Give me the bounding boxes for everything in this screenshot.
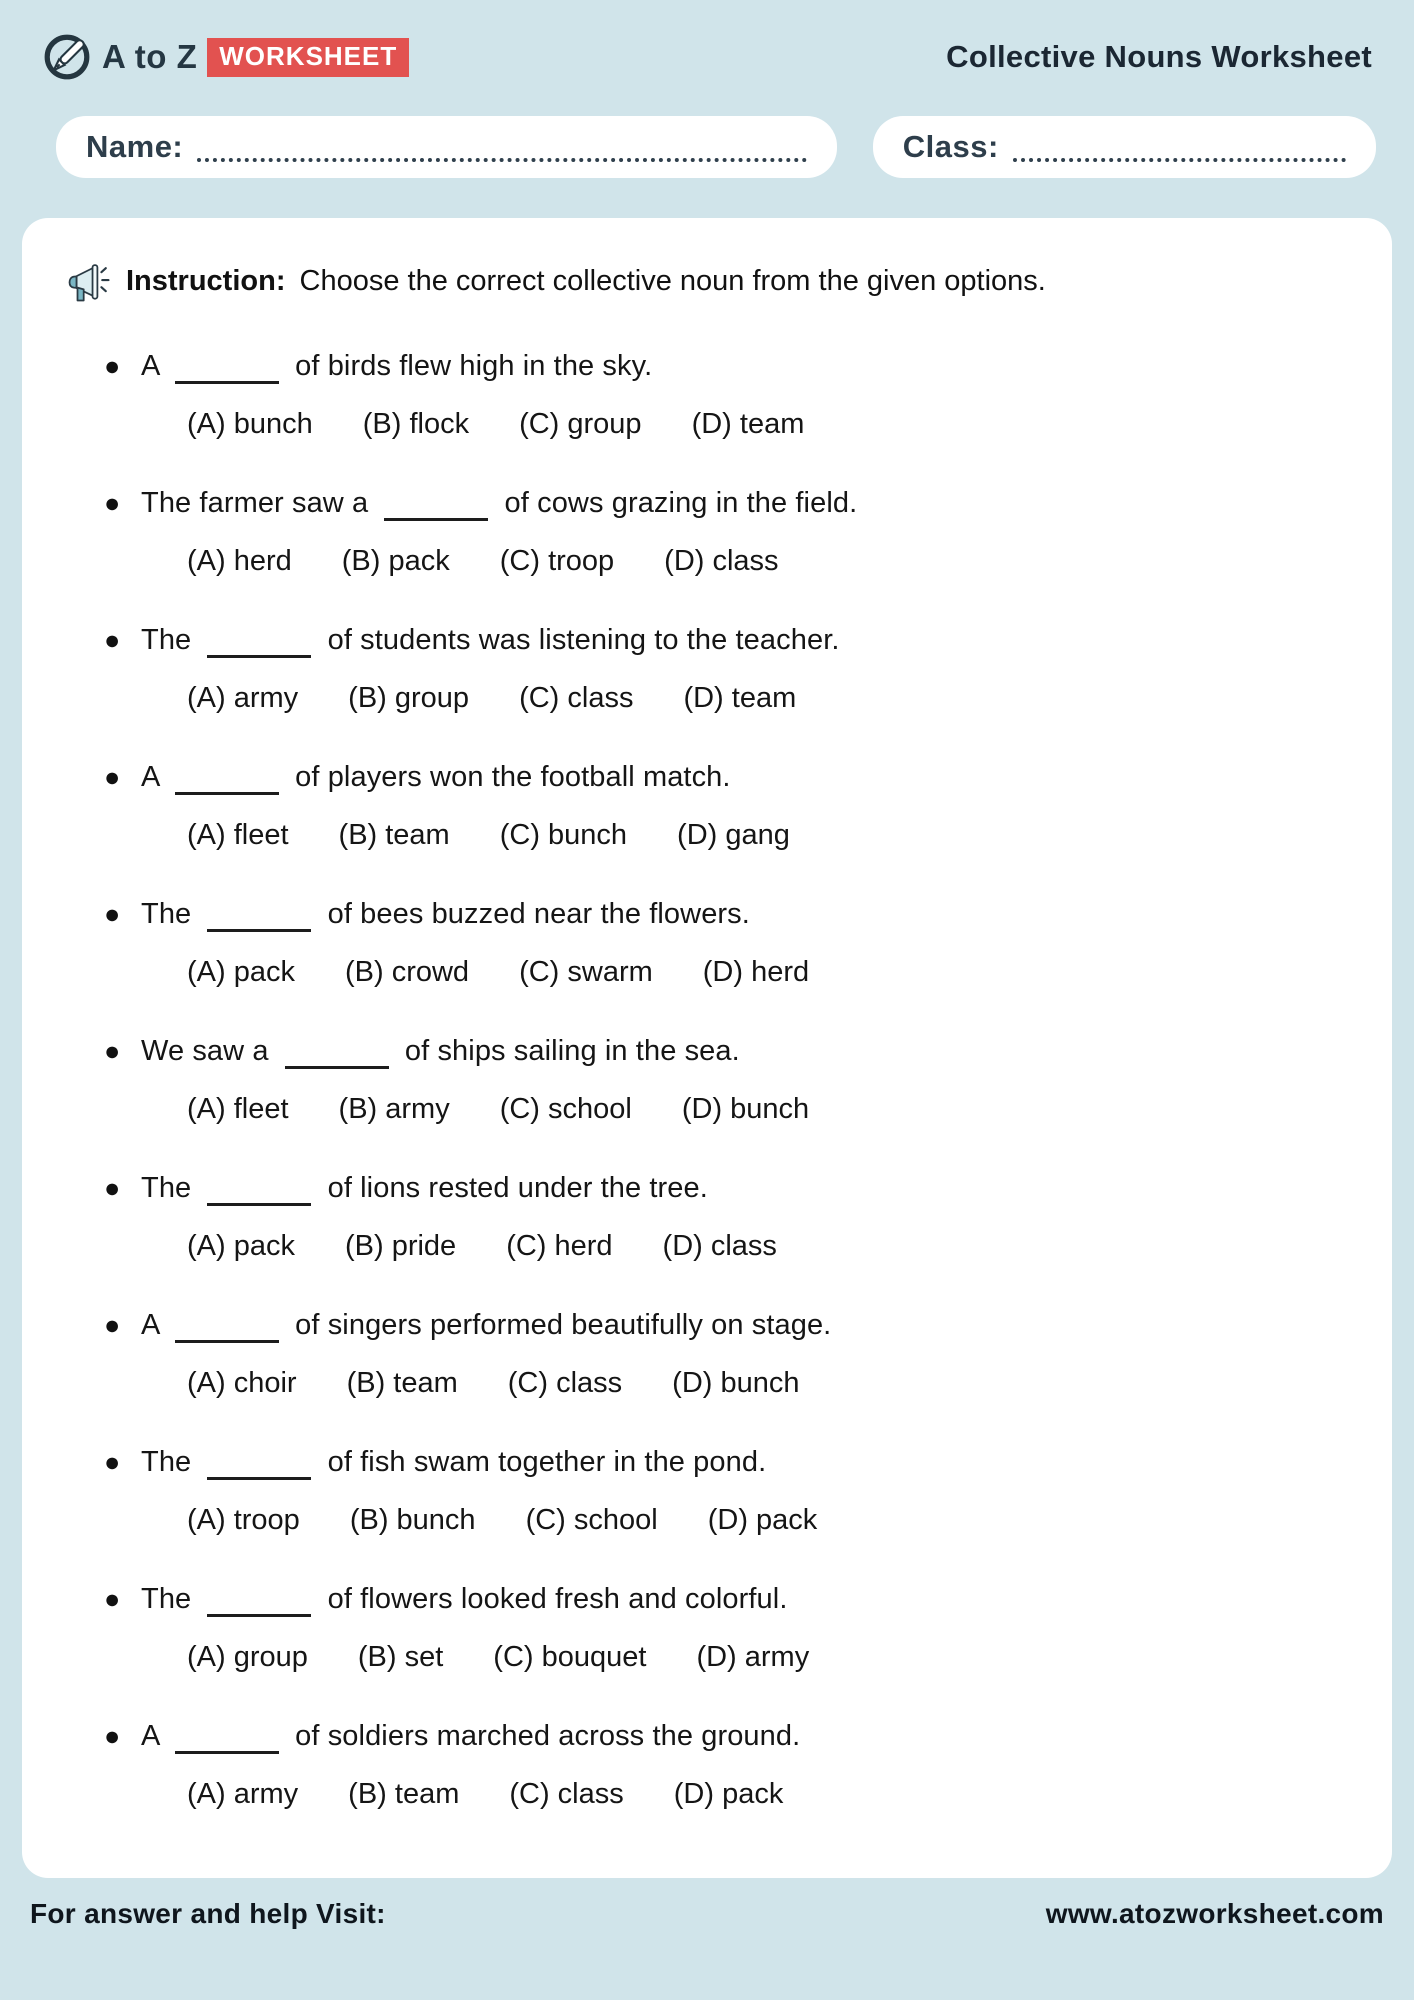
header bbox=[0, 0, 1414, 82]
question-post: of lions rested under the tree. bbox=[319, 1172, 708, 1204]
question-pre: A bbox=[141, 350, 167, 382]
option-choice[interactable]: (D) gang bbox=[677, 819, 790, 851]
answer-blank[interactable] bbox=[175, 759, 279, 795]
option-choice[interactable]: (D) team bbox=[683, 682, 797, 714]
bullet-icon: ● bbox=[104, 1310, 121, 1340]
bullet-icon: ● bbox=[104, 899, 121, 929]
question-text bbox=[141, 1583, 787, 1619]
answer-blank[interactable] bbox=[175, 1307, 279, 1343]
option-choice[interactable]: (D) army bbox=[696, 1641, 810, 1673]
question-line bbox=[104, 350, 1348, 386]
class-field bbox=[873, 116, 1376, 178]
option-choice[interactable]: (C) swarm bbox=[519, 956, 653, 988]
option-choice[interactable]: (A) choir bbox=[187, 1367, 297, 1399]
question-text bbox=[141, 898, 750, 934]
question-line bbox=[104, 624, 1348, 660]
options-row bbox=[187, 1093, 1348, 1126]
option-choice[interactable]: (C) class bbox=[519, 682, 634, 714]
brand-badge: WORKSHEET bbox=[207, 38, 409, 77]
question-text bbox=[141, 1172, 708, 1208]
question-text bbox=[141, 1035, 740, 1071]
option-choice[interactable]: (C) bouquet bbox=[493, 1641, 647, 1673]
worksheet-panel bbox=[22, 218, 1392, 1878]
megaphone-icon bbox=[66, 258, 112, 304]
question-text bbox=[141, 1720, 800, 1756]
bullet-icon: ● bbox=[104, 762, 121, 792]
option-choice[interactable]: (B) crowd bbox=[344, 956, 470, 988]
name-input-line[interactable] bbox=[197, 132, 807, 162]
option-choice[interactable]: (B) group bbox=[348, 682, 470, 714]
question-line bbox=[104, 1446, 1348, 1482]
question-post: of singers performed beautifully on stage. bbox=[287, 1309, 832, 1341]
question-post: of cows grazing in the field. bbox=[496, 487, 858, 519]
question-pre: The bbox=[141, 1172, 200, 1204]
answer-blank[interactable] bbox=[285, 1033, 389, 1069]
question-pre: The farmer saw a bbox=[141, 487, 377, 519]
instruction-row bbox=[66, 258, 1348, 304]
question-block bbox=[66, 624, 1348, 715]
options-row bbox=[187, 1641, 1348, 1674]
question-post: of birds flew high in the sky. bbox=[287, 350, 653, 382]
option-choice[interactable]: (A) bunch bbox=[187, 408, 313, 440]
option-choice[interactable]: (D) class bbox=[662, 1230, 777, 1262]
option-choice[interactable]: (C) group bbox=[519, 408, 642, 440]
options-row bbox=[187, 1778, 1348, 1811]
question-block bbox=[66, 761, 1348, 852]
answer-blank[interactable] bbox=[207, 1581, 311, 1617]
footer-website-link[interactable]: www.atozworksheet.com bbox=[1045, 1898, 1384, 1929]
question-post: of ships sailing in the sea. bbox=[396, 1035, 740, 1067]
option-choice[interactable]: (B) pride bbox=[344, 1230, 457, 1262]
question-text bbox=[141, 350, 652, 386]
bullet-icon: ● bbox=[104, 1447, 121, 1477]
questions-list bbox=[66, 350, 1348, 1811]
options-row bbox=[187, 956, 1348, 989]
options-row bbox=[187, 545, 1348, 578]
question-line bbox=[104, 1720, 1348, 1756]
options-row bbox=[187, 1504, 1348, 1537]
options-row bbox=[187, 682, 1348, 715]
option-choice[interactable]: (D) herd bbox=[702, 956, 810, 988]
answer-blank[interactable] bbox=[175, 1718, 279, 1754]
question-block bbox=[66, 1035, 1348, 1126]
question-block bbox=[66, 1446, 1348, 1537]
option-choice[interactable]: (D) pack bbox=[673, 1778, 784, 1810]
question-text bbox=[141, 487, 857, 523]
question-pre: The bbox=[141, 898, 200, 930]
question-line bbox=[104, 1035, 1348, 1071]
bullet-icon: ● bbox=[104, 1584, 121, 1614]
question-block bbox=[66, 898, 1348, 989]
brand-logo bbox=[42, 32, 409, 82]
option-choice[interactable]: (D) team bbox=[691, 408, 805, 440]
option-choice[interactable]: (C) class bbox=[509, 1778, 624, 1810]
question-post: of soldiers marched across the ground. bbox=[287, 1720, 801, 1752]
option-choice[interactable]: (B) team bbox=[346, 1367, 458, 1399]
question-block bbox=[66, 1583, 1348, 1674]
question-text bbox=[141, 624, 840, 660]
option-choice[interactable]: (A) pack bbox=[187, 1230, 295, 1262]
bullet-icon: ● bbox=[104, 625, 121, 655]
option-choice[interactable]: (B) set bbox=[357, 1641, 444, 1673]
question-line bbox=[104, 487, 1348, 523]
class-input-line[interactable] bbox=[1013, 132, 1346, 162]
option-choice[interactable]: (B) army bbox=[338, 1093, 450, 1125]
options-row bbox=[187, 1230, 1348, 1263]
question-line bbox=[104, 1309, 1348, 1345]
option-choice[interactable]: (B) team bbox=[338, 819, 450, 851]
question-block bbox=[66, 487, 1348, 578]
option-choice[interactable]: (C) bunch bbox=[499, 819, 628, 851]
bullet-icon: ● bbox=[104, 488, 121, 518]
option-choice[interactable]: (B) flock bbox=[362, 408, 470, 440]
answer-blank[interactable] bbox=[207, 1170, 311, 1206]
question-line bbox=[104, 898, 1348, 934]
option-choice[interactable]: (A) army bbox=[187, 1778, 299, 1810]
question-line bbox=[104, 1172, 1348, 1208]
question-pre: We saw a bbox=[141, 1035, 277, 1067]
option-choice[interactable]: (A) pack bbox=[187, 956, 295, 988]
bullet-icon: ● bbox=[104, 1721, 121, 1751]
bullet-icon: ● bbox=[104, 1173, 121, 1203]
option-choice[interactable]: (C) school bbox=[525, 1504, 658, 1536]
question-block bbox=[66, 1720, 1348, 1811]
answer-blank[interactable] bbox=[384, 485, 488, 521]
name-label: Name: bbox=[86, 129, 184, 164]
question-post: of flowers looked fresh and colorful. bbox=[319, 1583, 788, 1615]
footer-help-text: For answer and help Visit: bbox=[30, 1898, 386, 1929]
option-choice[interactable]: (D) pack bbox=[707, 1504, 818, 1536]
option-choice[interactable]: (C) herd bbox=[506, 1230, 613, 1262]
answer-blank[interactable] bbox=[207, 622, 311, 658]
bullet-icon: ● bbox=[104, 1036, 121, 1066]
question-post: of fish swam together in the pond. bbox=[319, 1446, 767, 1478]
option-choice[interactable]: (B) pack bbox=[341, 545, 450, 577]
question-pre: A bbox=[141, 761, 167, 793]
instruction-label: Instruction: bbox=[126, 264, 286, 297]
option-choice[interactable]: (A) group bbox=[187, 1641, 308, 1673]
question-post: of students was listening to the teacher. bbox=[319, 624, 840, 656]
question-line bbox=[104, 1583, 1348, 1619]
pen-circle-icon bbox=[42, 32, 92, 82]
options-row bbox=[187, 1367, 1348, 1400]
answer-blank[interactable] bbox=[207, 1444, 311, 1480]
page-title: Collective Nouns Worksheet bbox=[946, 39, 1372, 74]
question-post: of bees buzzed near the flowers. bbox=[319, 898, 750, 930]
instruction-text: Choose the correct collective noun from the given options. bbox=[299, 264, 1046, 297]
option-choice[interactable]: (B) team bbox=[348, 1778, 460, 1810]
option-choice[interactable]: (A) army bbox=[187, 682, 299, 714]
question-block bbox=[66, 1309, 1348, 1400]
question-text bbox=[141, 1446, 766, 1482]
question-block bbox=[66, 350, 1348, 441]
question-post: of players won the football match. bbox=[287, 761, 731, 793]
options-row bbox=[187, 819, 1348, 852]
question-text bbox=[141, 761, 731, 797]
brand-name: A to Z bbox=[102, 38, 198, 75]
footer bbox=[30, 1898, 1384, 1930]
options-row bbox=[187, 408, 1348, 441]
option-choice[interactable]: (D) bunch bbox=[672, 1367, 800, 1399]
option-choice[interactable]: (A) herd bbox=[187, 545, 292, 577]
question-block bbox=[66, 1172, 1348, 1263]
question-pre: A bbox=[141, 1720, 167, 1752]
option-choice[interactable]: (A) troop bbox=[187, 1504, 300, 1536]
name-field bbox=[56, 116, 837, 178]
question-pre: A bbox=[141, 1309, 167, 1341]
option-choice[interactable]: (C) school bbox=[499, 1093, 632, 1125]
question-text bbox=[141, 1309, 831, 1345]
answer-blank[interactable] bbox=[207, 896, 311, 932]
option-choice[interactable]: (A) fleet bbox=[187, 819, 289, 851]
option-choice[interactable]: (A) fleet bbox=[187, 1093, 289, 1125]
option-choice[interactable]: (C) troop bbox=[499, 545, 615, 577]
question-line bbox=[104, 761, 1348, 797]
fields-row bbox=[56, 116, 1376, 178]
question-pre: The bbox=[141, 1583, 200, 1615]
option-choice[interactable]: (D) class bbox=[664, 545, 779, 577]
bullet-icon: ● bbox=[104, 351, 121, 381]
option-choice[interactable]: (C) class bbox=[507, 1367, 623, 1399]
option-choice[interactable]: (B) bunch bbox=[349, 1504, 476, 1536]
question-pre: The bbox=[141, 1446, 200, 1478]
class-label: Class: bbox=[902, 129, 999, 164]
answer-blank[interactable] bbox=[175, 348, 279, 384]
question-pre: The bbox=[141, 624, 200, 656]
option-choice[interactable]: (D) bunch bbox=[681, 1093, 810, 1125]
